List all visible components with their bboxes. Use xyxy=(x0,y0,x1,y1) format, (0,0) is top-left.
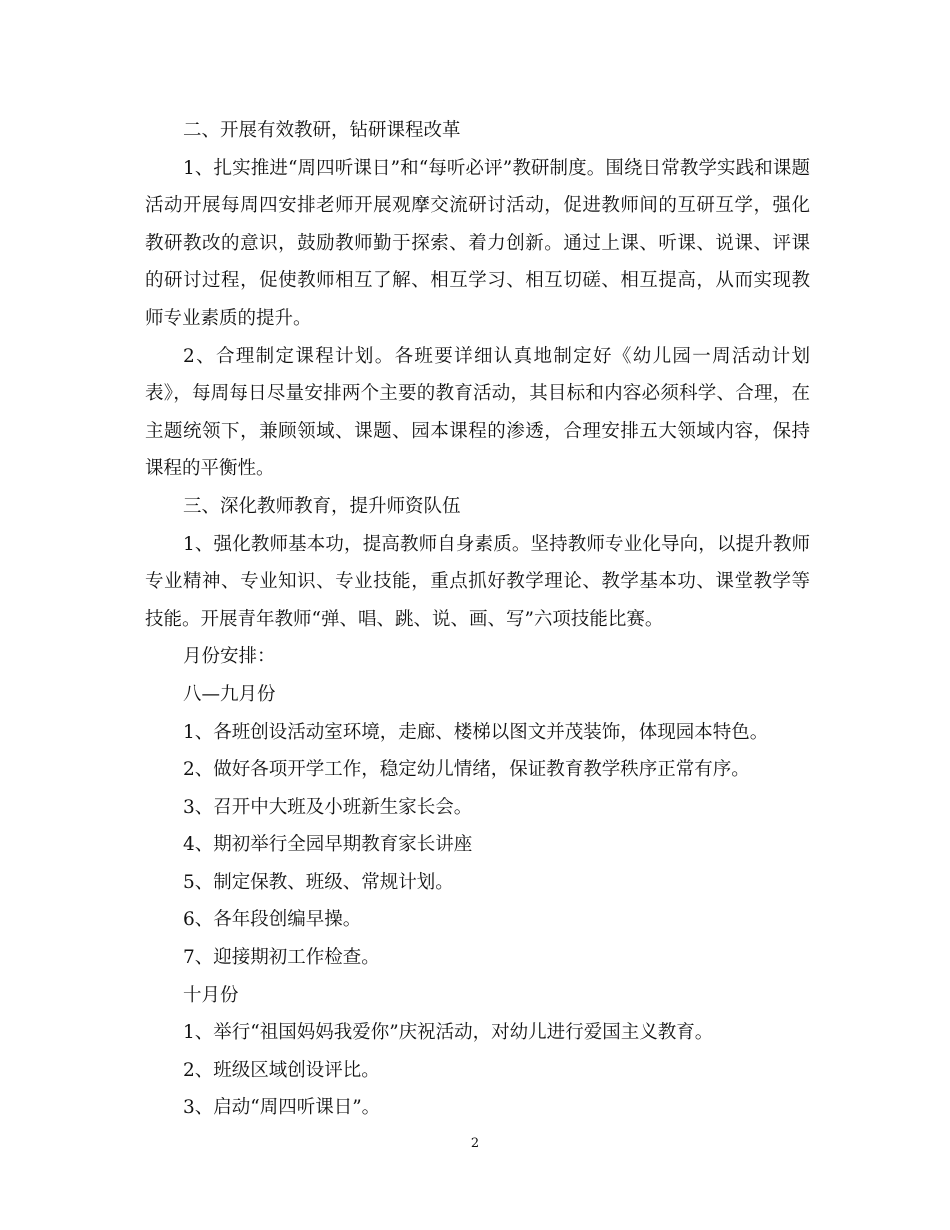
list-item: 2、做好各项开学工作，稳定幼儿情绪，保证教育教学秩序正常有序。 xyxy=(183,759,750,781)
list-item: 6、各年段创编早操。 xyxy=(183,909,362,931)
paragraph-basic-skills: 1、强化教师基本功，提高教师自身素质。坚持教师专业化导向，以提升教师专业精神、专业知识、专业技能，重点抓好教学理论、教学基本功、课堂教学等技能。开展青年教师“弹、唱、跳、说、画、写”六项技能比赛。 xyxy=(145,533,810,630)
heading-october: 十月份 xyxy=(183,984,239,1006)
document-body xyxy=(145,112,810,1127)
list-item: 3、召开中大班及小班新生家长会。 xyxy=(183,796,473,818)
list-item: 4、期初举行全园早期教育家长讲座 xyxy=(183,834,473,856)
list-item: 2、班级区域创设评比。 xyxy=(183,1059,380,1081)
heading-monthly-schedule: 月份安排： xyxy=(183,646,276,668)
heading-august-september: 八—九月份 xyxy=(183,683,276,705)
section-heading-teaching-research: 二、开展有效教研，钻研课程改革 xyxy=(183,120,461,141)
section-heading-teacher-education: 三、深化教师教育，提升师资队伍 xyxy=(183,495,461,517)
paragraph-course-plan: 2、合理制定课程计划。各班要详细认真地制定好《幼儿园一周活动计划表》，每周每日尽量安排两个主要的教育活动，其目标和内容必须科学、合理，在主题统领下，兼顾领域、课题、园本课程的渗透，合理安排五大领域内容，保持课程的平衡性。 xyxy=(145,345,810,480)
list-item: 7、迎接期初工作检查。 xyxy=(183,947,380,969)
list-item: 1、举行“祖国妈妈我爱你”庆祝活动，对幼儿进行爱国主义教育。 xyxy=(183,1022,714,1044)
page-number: 2 xyxy=(470,1136,480,1151)
list-item: 3、启动“周四听课日”。 xyxy=(183,1097,381,1119)
list-item: 5、制定保教、班级、常规计划。 xyxy=(183,871,454,893)
paragraph-thursday-lesson-day: 1、扎实推进“周四听课日”和“每听必评”教研制度。围绕日常教学实践和课题活动开展每周四安排老师开展观摩交流研讨活动，促进教师间的互研互学，强化教研教改的意识，鼓励教师勤于探索、着力创新。通过上课、听课、说课、评课的研讨过程，促使教师相互了解、相互学习、相互切磋、相互提高，从而实现教师专业素质的提升。 xyxy=(145,157,810,329)
list-item: 1、各班创设活动室环境，走廊、楼梯以图文并茂装饰，体现园本特色。 xyxy=(183,721,769,743)
